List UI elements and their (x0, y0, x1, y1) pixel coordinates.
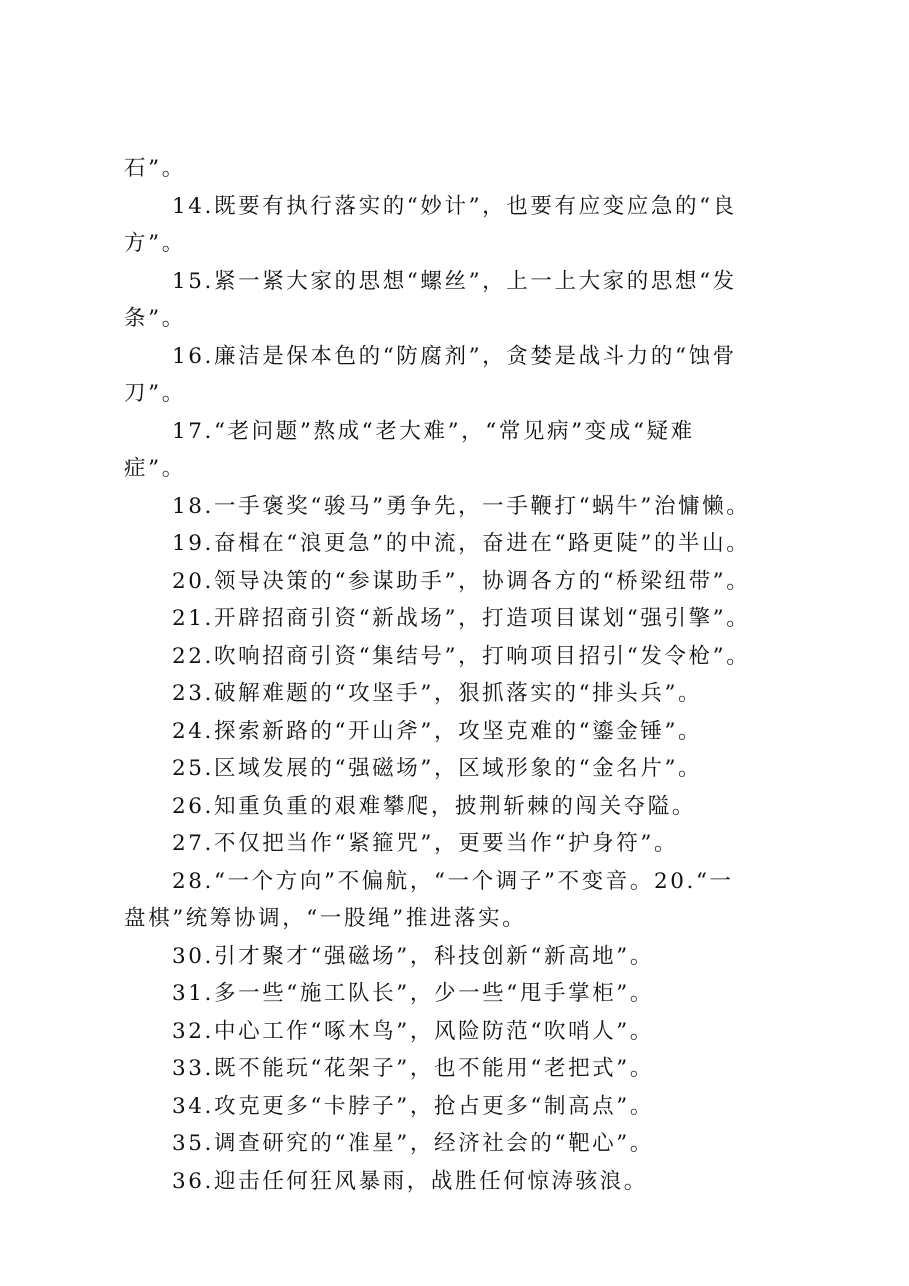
text-line-continuation: 石”。 (124, 156, 186, 181)
list-item-16: 16.廉洁是保本色的“防腐剂”，贪婪是战斗力的“蚀骨 (172, 343, 737, 369)
text-line-continuation: 方”。 (124, 231, 186, 256)
list-item-22: 22.吹响招商引资“集结号”，打响项目招引“发令枪”。 (172, 643, 751, 669)
list-item-14: 14.既要有执行落实的“妙计”，也要有应变应急的“良 (172, 193, 737, 219)
text-line-continuation: 盘棋”统筹协调，“一股绳”推进落实。 (124, 906, 527, 931)
list-item-32: 32.中心工作“啄木鸟”，风险防范“吹哨人”。 (172, 1018, 654, 1044)
list-item-18: 18.一手褒奖“骏马”勇争先，一手鞭打“蜗牛”治慵懒。 (172, 493, 751, 519)
list-item-30: 30.引才聚才“强磁场”，科技创新“新高地”。 (172, 943, 654, 969)
text-line-continuation: 症”。 (124, 456, 186, 481)
list-item-20: 20.领导决策的“参谋助手”，协调各方的“桥梁纽带”。 (172, 568, 751, 594)
list-item-27: 27.不仅把当作“紧箍咒”，更要当作“护身符”。 (172, 831, 679, 856)
list-item-33: 33.既不能玩“花架子”，也不能用“老把式”。 (172, 1056, 654, 1081)
list-item-23: 23.破解难题的“攻坚手”，狠抓落实的“排头兵”。 (172, 681, 703, 706)
text-line-continuation: 条”。 (124, 306, 186, 331)
list-item-17: 17.“老问题”熬成“老大难”，“常见病”变成“疑难 (172, 418, 695, 444)
text-line-continuation: 刀”。 (124, 381, 186, 406)
list-item-31: 31.多一些“施工队长”，少一些“甩手掌柜”。 (172, 981, 654, 1006)
list-item-26: 26.知重负重的艰难攀爬，披荆斩棘的闯关夺隘。 (172, 793, 696, 819)
list-item-15: 15.紧一紧大家的思想“螺丝”，上一上大家的思想“发 (172, 268, 737, 294)
list-item-36: 36.迎击任何狂风暴雨，战胜任何惊涛骇浪。 (172, 1168, 648, 1194)
list-item-24: 24.探索新路的“开山斧”，攻坚克难的“鎏金锤”。 (172, 718, 703, 744)
list-item-34: 34.攻克更多“卡脖子”，抢占更多“制高点”。 (172, 1093, 654, 1119)
list-item-28: 28.“一个方向”不偏航，“一个调子”不变音。20.“一 (172, 868, 734, 894)
list-item-21: 21.开辟招商引资“新战场”，打造项目谋划“强引擎”。 (172, 606, 751, 631)
list-item-25: 25.区域发展的“强磁场”，区域形象的“金名片”。 (172, 756, 703, 781)
document-body (124, 150, 804, 1200)
list-item-19: 19.奋楫在“浪更急”的中流，奋进在“路更陡”的半山。 (172, 531, 751, 556)
list-item-35: 35.调查研究的“准星”，经济社会的“靶心”。 (172, 1131, 654, 1156)
